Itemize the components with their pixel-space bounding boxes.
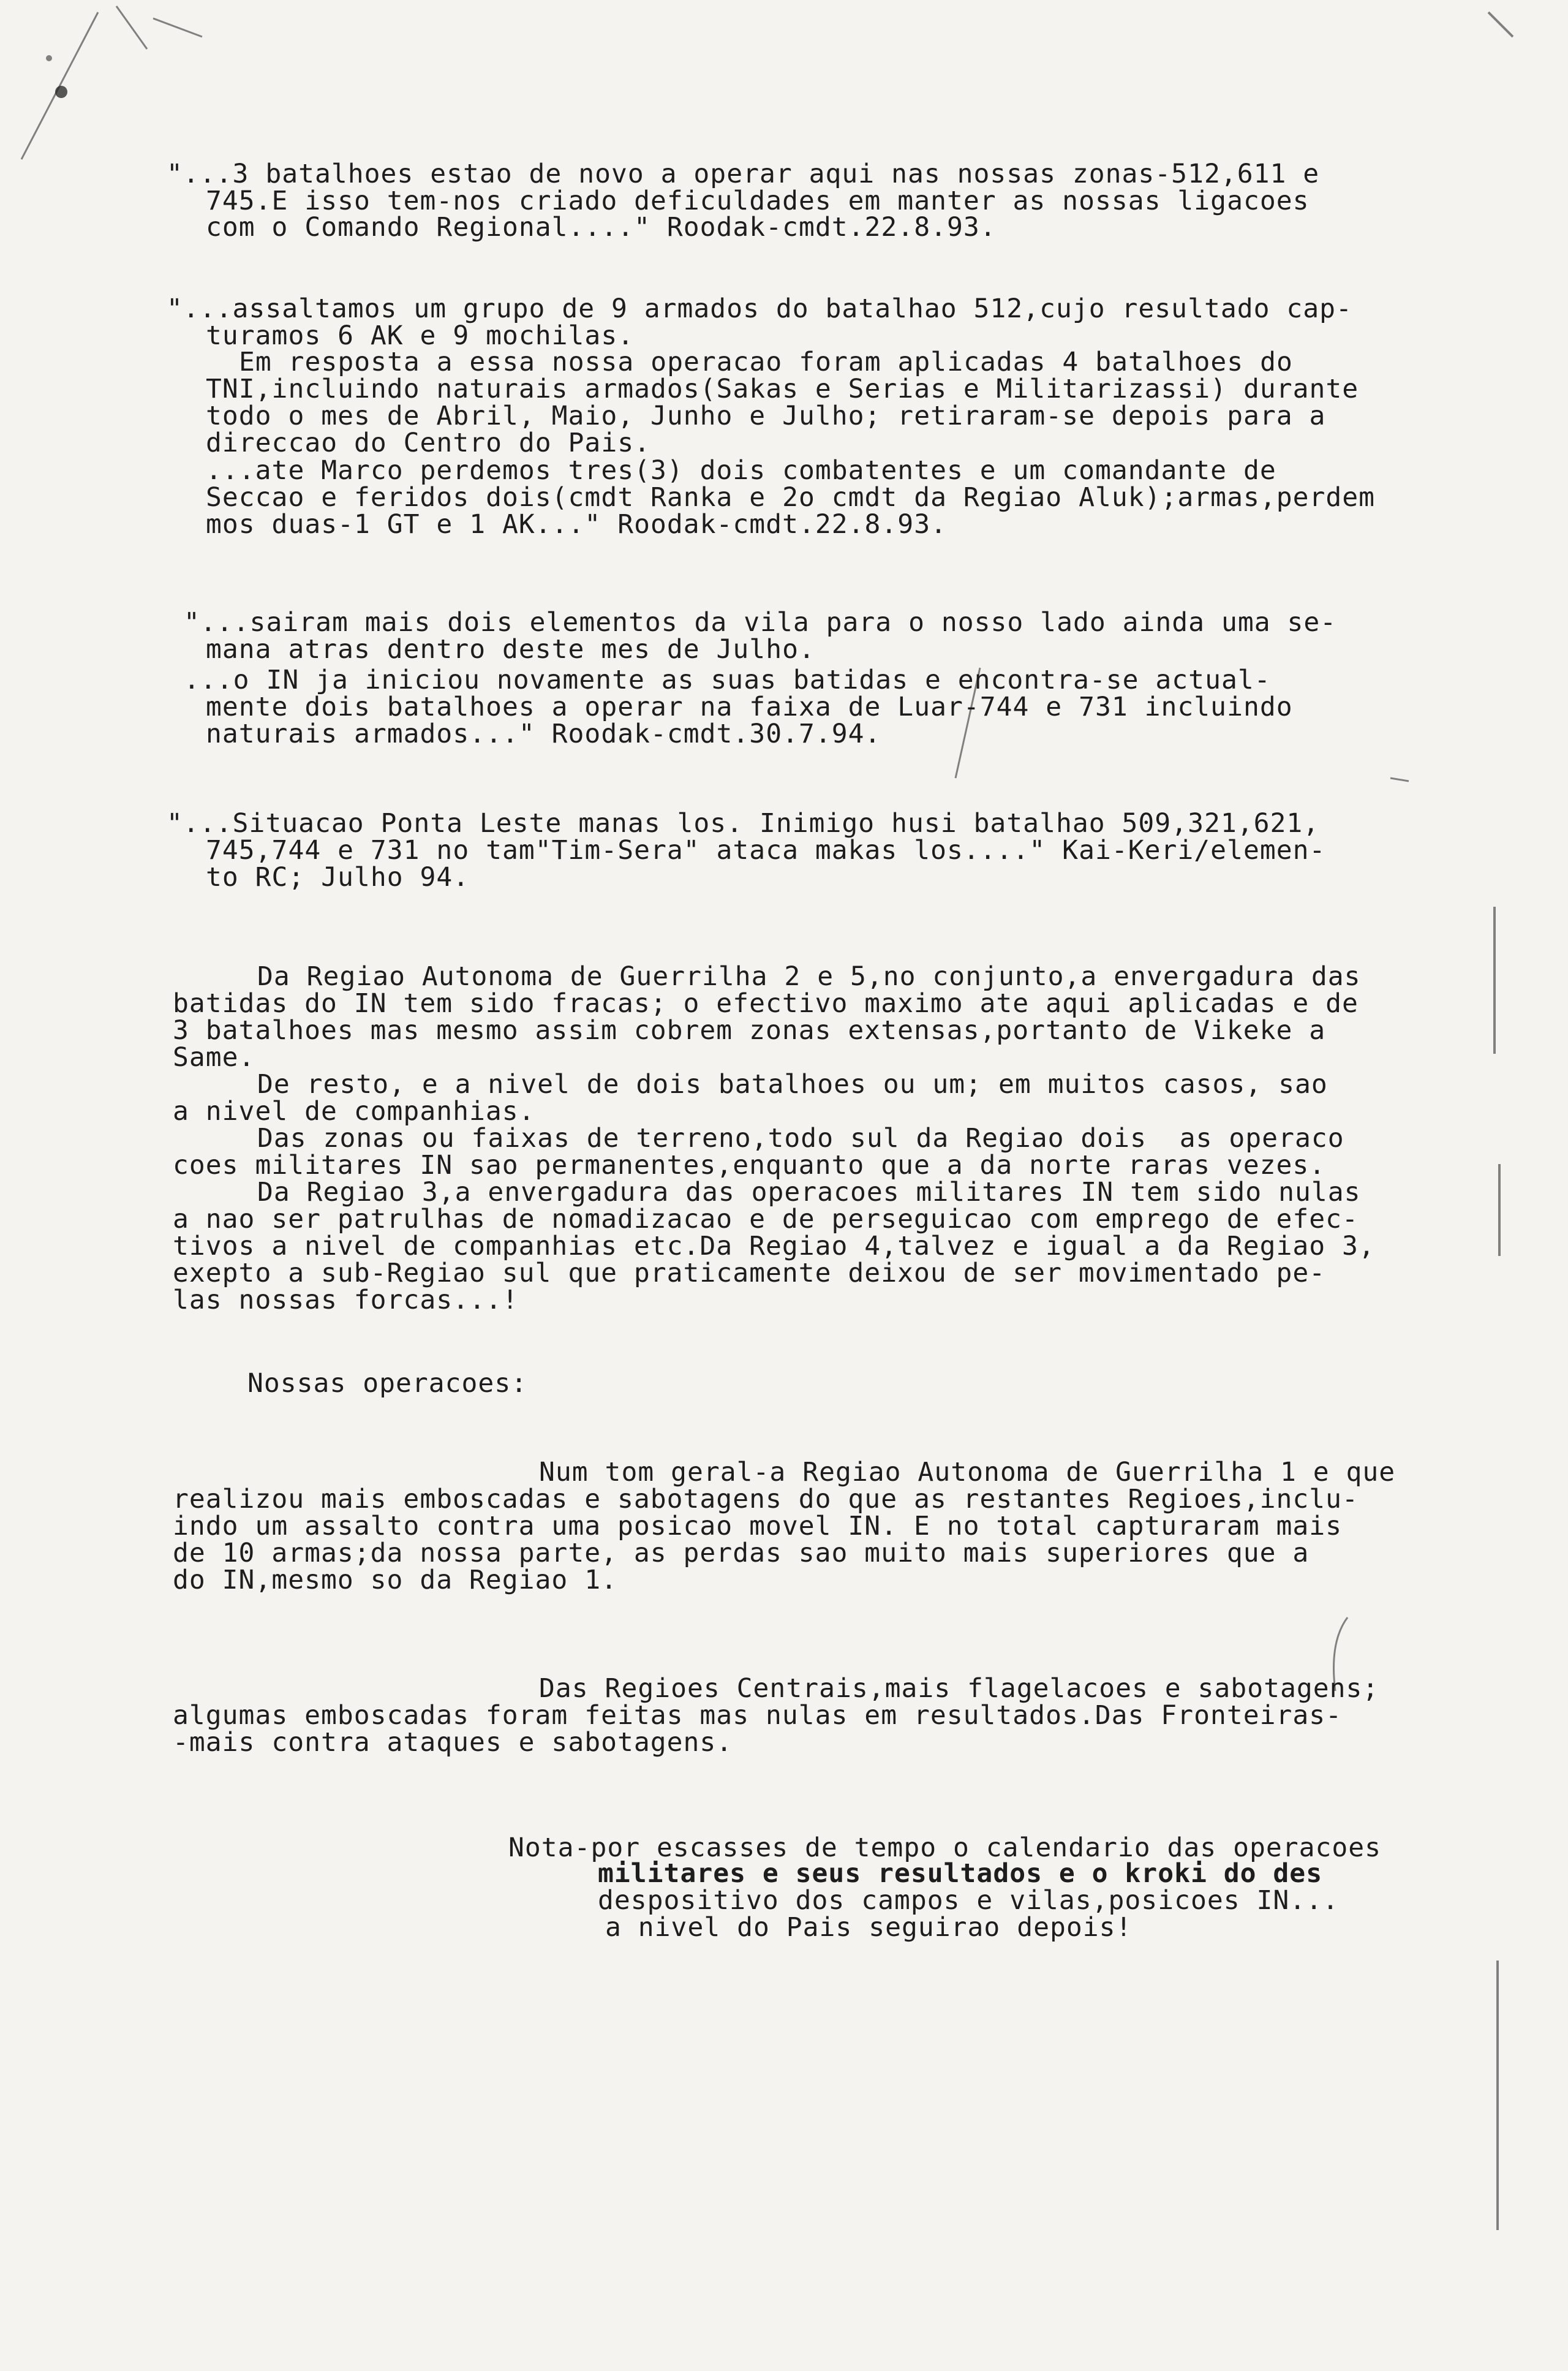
- quote4-line: 745,744 e 731 no tam"Tim-Sera" ataca makas los...." Kai-Keri/elemen-: [206, 835, 1326, 866]
- para1-line: exepto a sub-Regiao sul que praticamente deixou de ser movimentado pe-: [173, 1258, 1326, 1288]
- para1-line: a nivel de companhias.: [173, 1096, 535, 1127]
- para1-line: Da Regiao Autonoma de Guerrilha 2 e 5,no conjunto,a envergadura das: [257, 961, 1361, 992]
- para2-line: Num tom geral-a Regiao Autonoma de Guerrilha 1 e que: [539, 1457, 1396, 1488]
- quote3-line: ...o IN ja iniciou novamente as suas batidas e encontra-se actual-: [184, 665, 1271, 695]
- quote1-line: com o Comando Regional...." Roodak-cmdt.22.8.93.: [206, 212, 997, 243]
- para2-line: do IN,mesmo so da Regiao 1.: [173, 1565, 617, 1595]
- para1-line: a nao ser patrulhas de nomadizacao e de perseguicao com emprego de efec-: [173, 1204, 1359, 1235]
- quote2-line: turamos 6 AK e 9 mochilas.: [206, 320, 635, 351]
- quote4-line: "...Situacao Ponta Leste manas los. Inimigo husi batalhao 509,321,621,: [167, 808, 1320, 839]
- para2-line: indo um assalto contra uma posicao movel IN. E no total capturaram mais: [173, 1511, 1343, 1541]
- quote1-line: 745.E isso tem-nos criado deficuldades em manter as nossas ligacoes: [206, 186, 1310, 216]
- right-edge-marks: [1488, 12, 1513, 2230]
- quote2-line: todo o mes de Abril, Maio, Junho e Julho; retiraram-se depois para a: [206, 401, 1326, 431]
- para1-line: coes militares IN sao permanentes,enquanto que a da norte raras vezes.: [173, 1150, 1326, 1181]
- quote3-line: "...sairam mais dois elementos da vila para o nosso lado ainda uma se-: [184, 607, 1337, 638]
- quote1-line: "...3 batalhoes estao de novo a operar aqui nas nossas zonas-512,611 e: [167, 159, 1320, 189]
- para1-line: Same.: [173, 1042, 255, 1073]
- para2-line: de 10 armas;da nossa parte, as perdas sao muito mais superiores que a: [173, 1538, 1310, 1568]
- quote2-line: TNI,incluindo naturais armados(Sakas e Serias e Militarizassi) durante: [206, 374, 1359, 404]
- para1-line: Das zonas ou faixas de terreno,todo sul da Regiao dois as operaco: [257, 1123, 1344, 1154]
- quote4-line: to RC; Julho 94.: [206, 862, 470, 893]
- quote2-line: mos duas-1 GT e 1 AK..." Roodak-cmdt.22.8.93.: [206, 509, 947, 540]
- para3-line: Das Regioes Centrais,mais flagelacoes e sabotagens;: [539, 1673, 1379, 1704]
- para1-line: las nossas forcas...!: [173, 1285, 519, 1315]
- section-heading: Nossas operacoes:: [247, 1368, 528, 1399]
- quote3-line: mente dois batalhoes a operar na faixa de Luar-744 e 731 incluindo: [206, 692, 1293, 722]
- quote2-line: direccao do Centro do Pais.: [206, 428, 650, 458]
- note-line: a nivel do Pais seguirao depois!: [605, 1912, 1133, 1943]
- para1-line: tivos a nivel de companhias etc.Da Regiao 4,talvez e igual a da Regiao 3,: [173, 1231, 1375, 1261]
- note-line: Nota-por escasses de tempo o calendario das operacoes: [508, 1832, 1382, 1863]
- para3-line: -mais contra ataques e sabotagens.: [173, 1727, 733, 1758]
- para1-line: batidas do IN tem sido fracas; o efectivo maximo ate aqui aplicadas e de: [173, 988, 1359, 1019]
- quote2-line: "...assaltamos um grupo de 9 armados do batalhao 512,cujo resultado cap-: [167, 293, 1352, 324]
- para1-line: De resto, e a nivel de dois batalhoes ou um; em muitos casos, sao: [257, 1069, 1328, 1100]
- note-line-bold: militares e seus resultados e o kroki do des: [598, 1858, 1323, 1889]
- quote2-line: Seccao e feridos dois(cmdt Ranka e 2o cmdt da Regiao Aluk);armas,perdem: [206, 482, 1376, 513]
- quote2-line: ...ate Marco perdemos tres(3) dois combatentes e um comandante de: [206, 455, 1276, 486]
- para1-line: Da Regiao 3,a envergadura das operacoes militares IN tem sido nulas: [257, 1177, 1361, 1208]
- para3-line: algumas emboscadas foram feitas mas nulas em resultados.Das Fronteiras-: [173, 1700, 1343, 1731]
- top-left-scratch: [21, 6, 202, 159]
- para2-line: realizou mais emboscadas e sabotagens do que as restantes Regioes,inclu-: [173, 1484, 1359, 1514]
- quote2-line: Em resposta a essa nossa operacao foram aplicadas 4 batalhoes do: [239, 347, 1293, 377]
- para1-line: 3 batalhoes mas mesmo assim cobrem zonas extensas,portanto de Vikeke a: [173, 1015, 1326, 1046]
- quote3-line: mana atras dentro deste mes de Julho.: [206, 634, 815, 665]
- ink-spot: [55, 86, 67, 98]
- note-line: despositivo dos campos e vilas,posicoes IN...: [598, 1885, 1339, 1916]
- ink-spot: [46, 55, 52, 61]
- quote3-line: naturais armados..." Roodak-cmdt.30.7.94.: [206, 719, 881, 749]
